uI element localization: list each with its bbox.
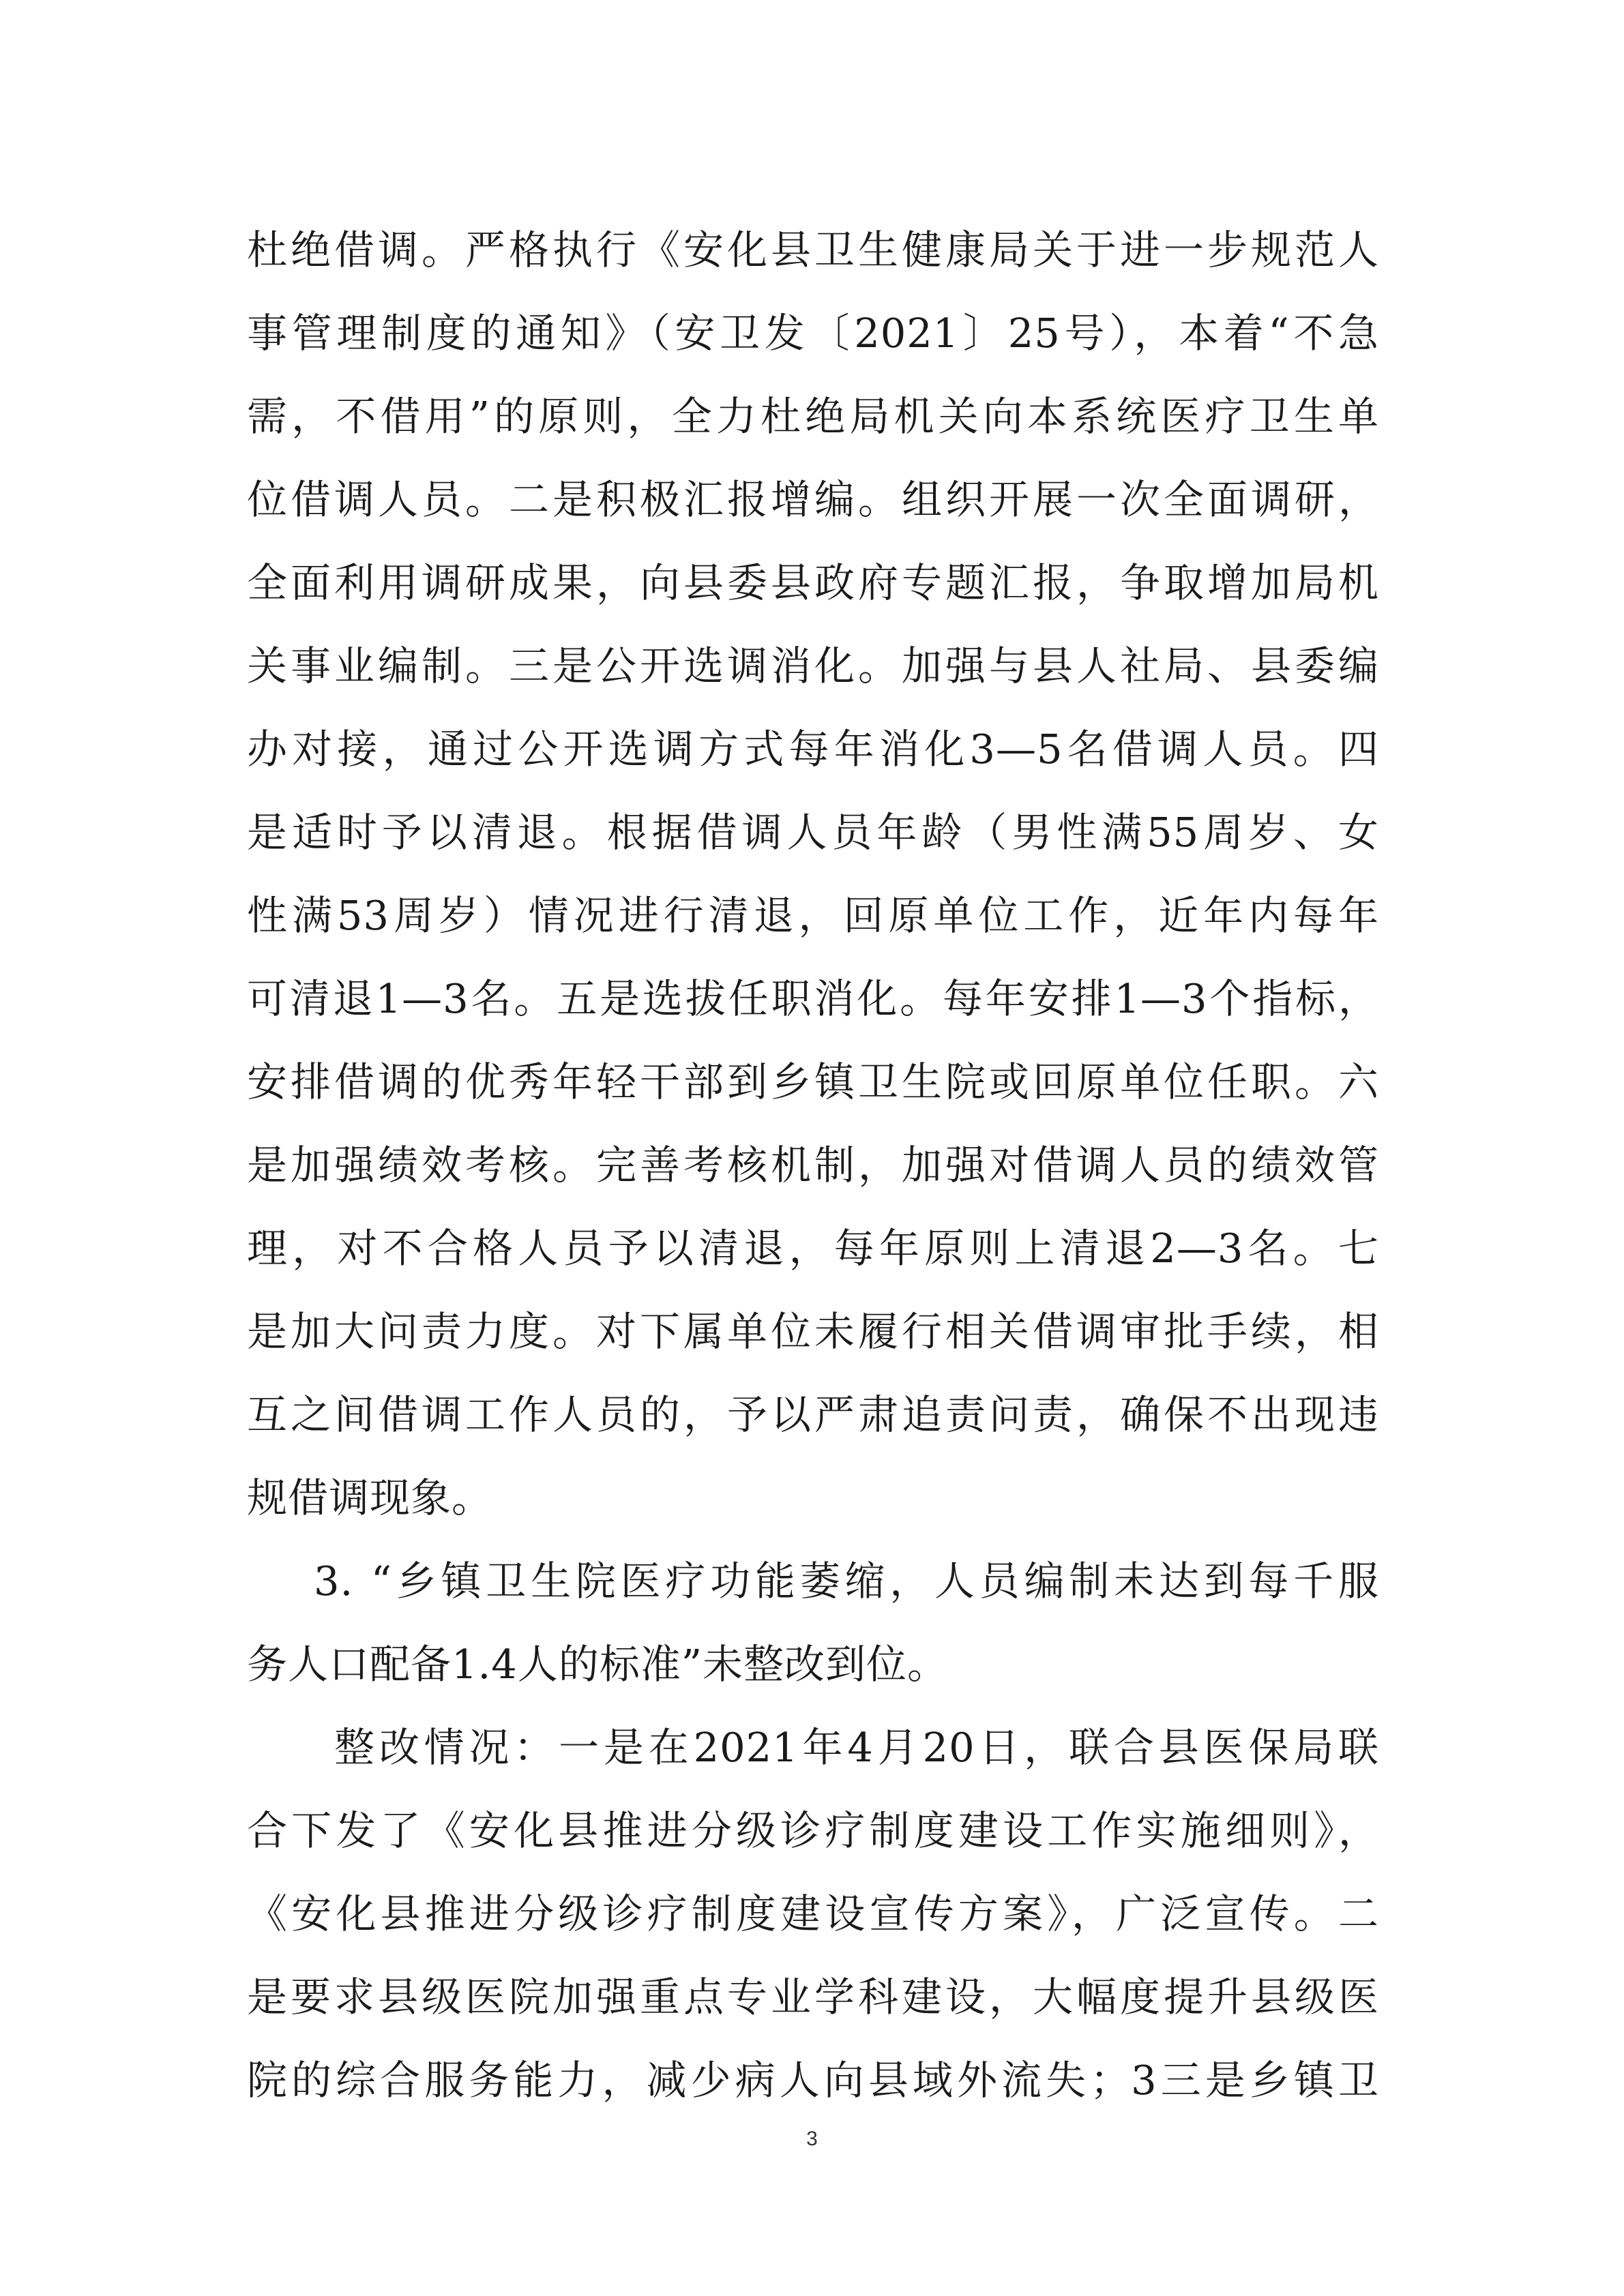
text-line: 性满53周岁）情况进行清退，回原单位工作，近年内每年 bbox=[247, 892, 1379, 939]
text-line: 互之间借调工作人员的，予以严肃追责问责，确保不出现违 bbox=[247, 1391, 1379, 1438]
text-line: 规借调现象。 bbox=[247, 1474, 493, 1521]
text-line: 位借调人员。二是积极汇报增编。组织开展一次全面调研， bbox=[247, 476, 1379, 523]
text-line: 关事业编制。三是公开选调消化。加强与县人社局、县委编 bbox=[247, 642, 1379, 689]
text-line: 务人口配备1.4人的标准”未整改到位。 bbox=[247, 1641, 948, 1688]
text-line: 可清退1—3名。五是选拔任职消化。每年安排1—3个指标， bbox=[247, 975, 1379, 1022]
text-line: 院的综合服务能力，减少病人向县域外流失；3三是乡镇卫 bbox=[247, 2057, 1379, 2104]
text-line: 办对接，通过公开选调方式每年消化3—5名借调人员。四 bbox=[247, 726, 1379, 773]
text-line: 3. “乡镇卫生院医疗功能萎缩，人员编制未达到每千服 bbox=[314, 1557, 1379, 1605]
text-line: 《安化县推进分级诊疗制度建设宣传方案》，广泛宣传。二 bbox=[247, 1890, 1379, 1937]
text-line: 是要求县级医院加强重点专业学科建设，大幅度提升县级医 bbox=[247, 1973, 1379, 2021]
text-line: 合下发了《安化县推进分级诊疗制度建设工作实施细则》， bbox=[247, 1807, 1379, 1854]
text-line: 杜绝借调。严格执行《安化县卫生健康局关于进一步规范人 bbox=[247, 226, 1379, 273]
text-line: 需，不借用”的原则，全力杜绝局机关向本系统医疗卫生单 bbox=[247, 393, 1379, 440]
text-line: 全面利用调研成果，向县委县政府专题汇报，争取增加局机 bbox=[247, 559, 1379, 606]
text-line: 整改情况：一是在2021年4月20日，联合县医保局联 bbox=[334, 1724, 1379, 1771]
text-line: 是适时予以清退。根据借调人员年龄（男性满55周岁、女 bbox=[247, 809, 1379, 856]
text-line: 是加强绩效考核。完善考核机制，加强对借调人员的绩效管 bbox=[247, 1142, 1379, 1189]
text-line: 理，对不合格人员予以清退，每年原则上清退2—3名。七 bbox=[247, 1225, 1379, 1272]
text-line: 事管理制度的通知》（安卫发〔2021〕25号），本着“不急 bbox=[247, 310, 1379, 357]
text-line: 是加大问责力度。对下属单位未履行相关借调审批手续，相 bbox=[247, 1308, 1379, 1355]
text-line: 安排借调的优秀年轻干部到乡镇卫生院或回原单位任职。六 bbox=[247, 1058, 1379, 1105]
page-number: 3 bbox=[806, 2128, 818, 2150]
